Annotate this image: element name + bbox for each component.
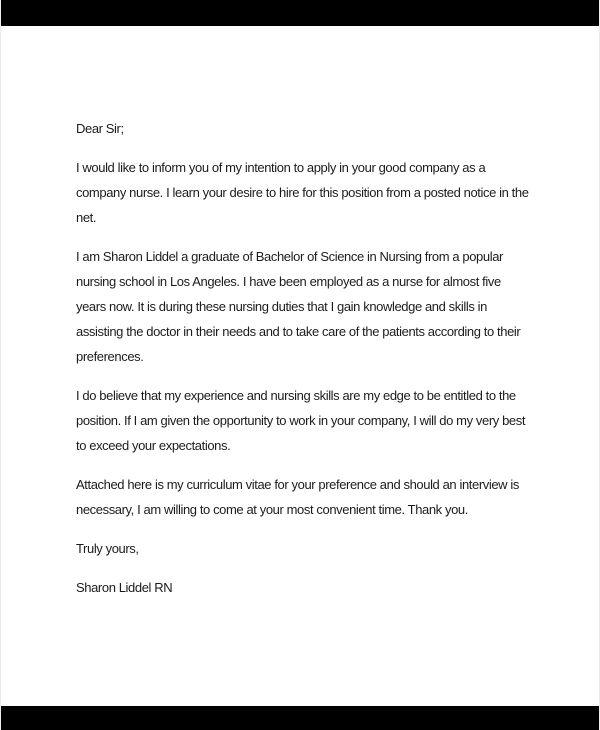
bottom-border-bar <box>1 706 599 730</box>
letter-paragraph-intro: I would like to inform you of my intention to apply in your good company as a company nurse. I learn your desire to hire for this position from a posted notice in the net. <box>76 160 529 225</box>
letter-paragraph-qualification: I do believe that my experience and nursing skills are my edge to be entitled to the position. If I am given the opportunity to work in your company, I will do my very best to exceed your expectations. <box>76 388 526 453</box>
signature: Sharon Liddel RN <box>76 580 173 595</box>
letter-paragraph-background: I am Sharon Liddel a graduate of Bachelor of Science in Nursing from a popular nursing school in Los Angeles. I have been employed as a nurse for almost five years now. It is during these nursing duties that I gain knowledge and skills in assisting the doctor in their needs and to take care of the patients according to their preferences. <box>76 249 521 364</box>
closing: Truly yours, <box>76 541 139 556</box>
letter-body <box>76 0 532 600</box>
letter-paragraph-attachment: Attached here is my curriculum vitae for your preference and should an interview is necessary, I am willing to come at your most convenient time. Thank you. <box>76 477 519 517</box>
salutation: Dear Sir; <box>76 121 124 136</box>
